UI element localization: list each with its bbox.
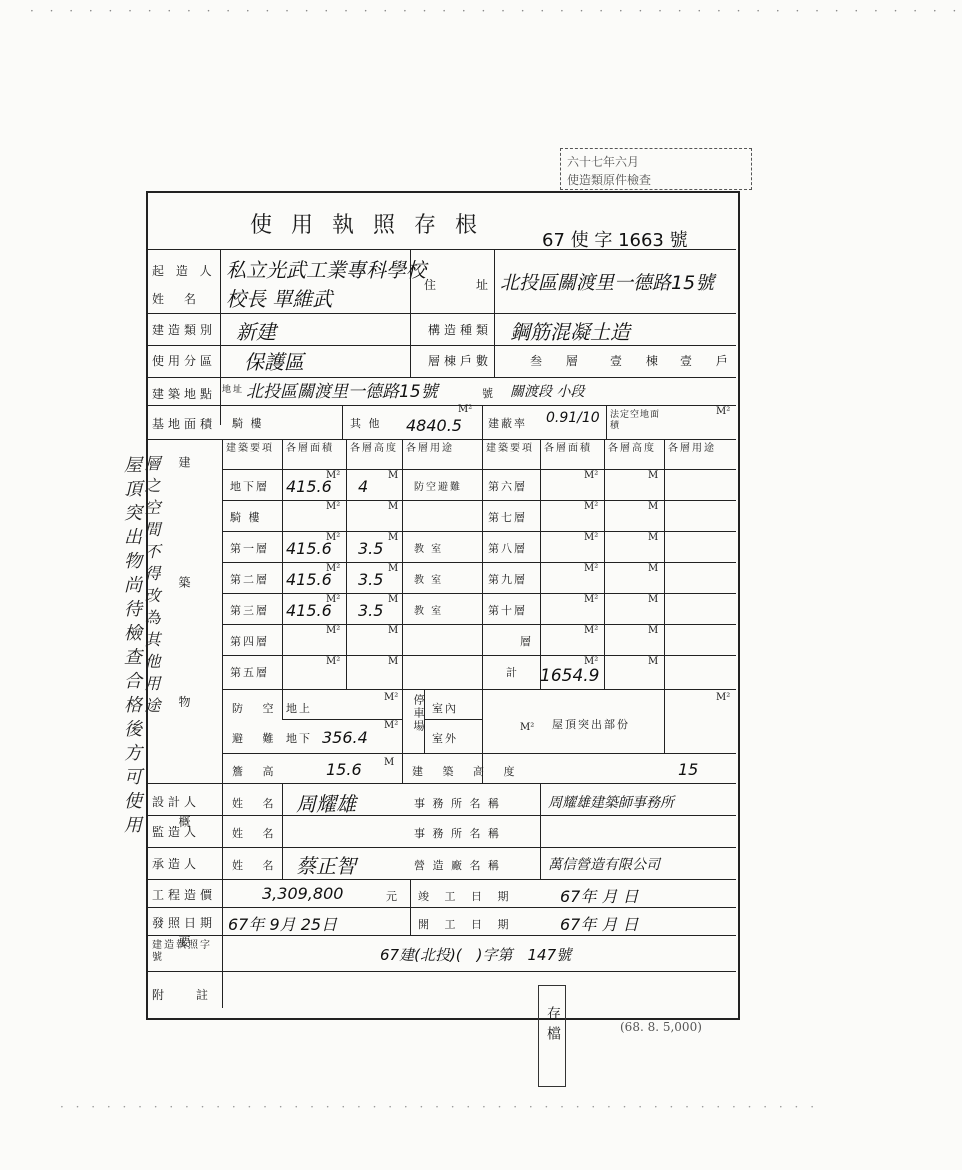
unit-m: M	[648, 656, 659, 667]
form-title: 使 用 執 照 存 根	[250, 213, 483, 238]
floor-height: 3.5	[358, 601, 384, 620]
location-tail: 號	[482, 387, 495, 400]
roof-label: 屋頂突出部份	[552, 718, 630, 731]
owner-address: 北投區關渡里一德路15號	[500, 272, 715, 294]
type-value: 新建	[236, 320, 276, 344]
unit-m2: M²	[584, 625, 599, 636]
unit-m2: M²	[326, 501, 341, 512]
unit-m2: M²	[326, 594, 341, 605]
designer-firm-label: 事 務 所 名 稱	[414, 797, 501, 810]
unit-m: M	[388, 563, 399, 574]
stamp-line-1: 六十七年六月	[567, 155, 640, 169]
parking-label: 停車場	[412, 694, 425, 733]
start-label: 竣 工 日 期	[418, 890, 515, 903]
owner-label: 起 造 人	[152, 264, 216, 278]
top-right-stamp	[560, 148, 752, 190]
floor-height: 3.5	[358, 539, 384, 558]
floor-header-5: 各層面積	[544, 443, 592, 454]
floor-height: 3.5	[358, 570, 384, 589]
floor-name: 第四層	[230, 635, 269, 648]
unit-m: M	[388, 625, 399, 636]
owner-name-1: 私立光武工業專科學校	[226, 258, 426, 282]
floor-use: 教 室	[414, 606, 444, 617]
legal-label: 法定空地面積	[610, 410, 661, 431]
unit-m: M	[648, 563, 659, 574]
permit-label: 建造執照字號	[152, 940, 212, 963]
contractor-label: 承造人	[152, 857, 201, 871]
unit-m2: M²	[584, 656, 599, 667]
top-scan-artifact: · · · · · · · · · · · · · · · · · · · · · · · · · · · · · · · · · · · · · · · · · · · · · · · ·	[30, 4, 962, 18]
complete-label: 開 工 日 期	[418, 918, 515, 931]
unit-m2: M²	[584, 470, 599, 481]
unit-m2: M²	[584, 501, 599, 512]
floor-name-right: 層	[520, 635, 533, 648]
notes-label: 附 註	[152, 988, 219, 1002]
unit-m: M	[388, 470, 399, 481]
contractor-name-label: 姓 名	[232, 859, 282, 872]
floor-height: 4	[358, 477, 369, 496]
unit-m: M	[648, 501, 659, 512]
floor-use: 教 室	[414, 575, 444, 586]
unit-m: M	[648, 594, 659, 605]
floor-name-right: 第九層	[488, 573, 527, 586]
floor-area: 415.6	[286, 570, 332, 589]
shelter-label: 防 空	[232, 702, 282, 715]
unit-m: M	[388, 656, 399, 667]
floor-name-right: 第十層	[488, 604, 527, 617]
designer-name: 周耀雄	[296, 792, 356, 816]
zoning-value: 保護區	[244, 350, 304, 374]
designer-label: 設計人	[152, 795, 201, 809]
unit-m2: M²	[326, 656, 341, 667]
floor-name-right: 計	[506, 666, 519, 679]
floor-name: 第三層	[230, 604, 269, 617]
unit-m: M	[388, 532, 399, 543]
site-area: 4840.5	[406, 416, 462, 435]
households-count: 壹 戶	[680, 354, 738, 368]
buildings-count: 壹 棟	[610, 354, 668, 368]
structure-label: 構造種類	[428, 323, 493, 337]
address-label: 住 址	[424, 278, 503, 292]
floor-use: 教 室	[414, 544, 444, 555]
eave-value: 15.6	[326, 760, 362, 779]
print-mark: (68. 8. 5,000)	[620, 1020, 702, 1034]
unit-m: M	[648, 532, 659, 543]
structure-value: 鋼筋混凝土造	[510, 320, 630, 344]
title-divider	[146, 249, 736, 250]
unit-m2: M²	[326, 563, 341, 574]
unit-m2: M²	[584, 563, 599, 574]
builder-label: 營 造 廠 名 稱	[414, 859, 501, 872]
bldg-height-label: 建 築 高 度	[412, 765, 523, 778]
unit-m2: M²	[326, 532, 341, 543]
total-area: 1654.9	[540, 666, 600, 686]
owner-name-2: 校長 單維武	[226, 287, 333, 311]
floor-name: 第五層	[230, 666, 269, 679]
designer-name-label: 姓 名	[232, 797, 282, 810]
shelter-sub: 避 難	[232, 732, 282, 745]
above-label: 地上	[286, 702, 312, 715]
cost-value: 3,309,800	[262, 884, 344, 903]
location-value: 北投區關渡里一德路15號	[246, 382, 438, 402]
floor-area: 415.6	[286, 477, 332, 496]
start-value: 67年 月 日	[560, 887, 639, 906]
outdoor-label: 室外	[432, 732, 458, 745]
supervisor-name-label: 姓 名	[232, 827, 282, 840]
below-label: 地下	[286, 732, 312, 745]
floor-area: 415.6	[286, 601, 332, 620]
cost-unit: 元	[386, 890, 399, 903]
floor-name: 第一層	[230, 542, 269, 555]
floor-name-right: 第六層	[488, 480, 527, 493]
floors-count: 叁 層	[530, 354, 588, 368]
serial-number: 67 使 字 1663 號	[542, 230, 688, 251]
floor-name: 騎 樓	[230, 511, 262, 524]
coverage-value: 0.91/10	[546, 410, 600, 426]
floor-header-3: 各層用途	[406, 443, 454, 454]
type-label: 建造類別	[152, 323, 217, 337]
contractor-firm: 萬信營造有限公司	[548, 857, 660, 873]
floor-name: 地下層	[230, 480, 269, 493]
unit-m2: M²	[326, 625, 341, 636]
unit-m: M	[388, 594, 399, 605]
eave-label: 簷 高	[232, 765, 282, 778]
floor-name: 第二層	[230, 573, 269, 586]
stamp-line-2: 使造類原件檢查	[567, 173, 652, 187]
margin-note-1: 屋頂突出物尚待檢查合格後方可使用	[121, 455, 142, 839]
contractor-name: 蔡正智	[296, 854, 356, 878]
floor-header-2: 各層高度	[350, 443, 398, 454]
designer-firm: 周耀雄建築師事務所	[548, 795, 674, 811]
supervisor-label: 監造人	[152, 825, 201, 839]
floor-header-6: 各層高度	[608, 443, 656, 454]
units-label: 層棟戶數	[428, 354, 493, 368]
unit-m2: M²	[326, 470, 341, 481]
below-value: 356.4	[322, 728, 368, 747]
floor-header-7: 各層用途	[668, 443, 716, 454]
other-label: 其 他	[350, 417, 382, 430]
archive-stamp	[538, 985, 566, 1087]
permit-value: 67建(北投)( )字第 147號	[380, 946, 572, 964]
bottom-scan-artifact: · · · · · · · · · · · · · · · · · · · · · · · · · · · · · · · · · · · · · · · · · · · · · · · · ·	[60, 1100, 819, 1114]
floor-name-right: 第八層	[488, 542, 527, 555]
floor-use: 防空避難	[414, 482, 462, 493]
location-sub: 地址	[222, 385, 245, 395]
floor-name-right: 第七層	[488, 511, 527, 524]
unit-m: M	[648, 470, 659, 481]
indoor-label: 室內	[432, 702, 458, 715]
floor-header-4: 建築要項	[486, 443, 534, 454]
supervisor-firm-label: 事 務 所 名 稱	[414, 827, 501, 840]
floor-header-0: 建築要項	[226, 443, 274, 454]
issue-value: 67年 9月 25日	[228, 915, 338, 934]
cost-label: 工程造價	[152, 888, 217, 902]
site-area-unit: M²	[458, 404, 473, 415]
issue-label: 發照日期	[152, 916, 217, 930]
zoning-label: 使用分區	[152, 354, 217, 368]
unit-m2: M²	[584, 532, 599, 543]
complete-value: 67年 月 日	[560, 915, 639, 934]
site-label: 基地面積	[152, 417, 217, 431]
floor-area: 415.6	[286, 539, 332, 558]
floor-table-heading: 建 築 物 概 要	[177, 456, 191, 1000]
unit-m: M	[388, 501, 399, 512]
unit-m: M	[648, 625, 659, 636]
lot-value: 關渡段 小段	[510, 384, 585, 400]
location-label: 建築地點	[152, 387, 217, 401]
arcade-label: 騎 樓	[232, 417, 264, 430]
margin-note-2: 層之空間不得改為其他用途	[142, 455, 161, 719]
coverage-label: 建蔽率	[488, 417, 527, 430]
floor-header-1: 各層面積	[286, 443, 334, 454]
owner-name-label: 姓 名	[152, 292, 201, 306]
bldg-height-value: 15	[678, 760, 699, 779]
unit-m2: M²	[584, 594, 599, 605]
archive-stamp-text: 存檔	[545, 1006, 561, 1046]
